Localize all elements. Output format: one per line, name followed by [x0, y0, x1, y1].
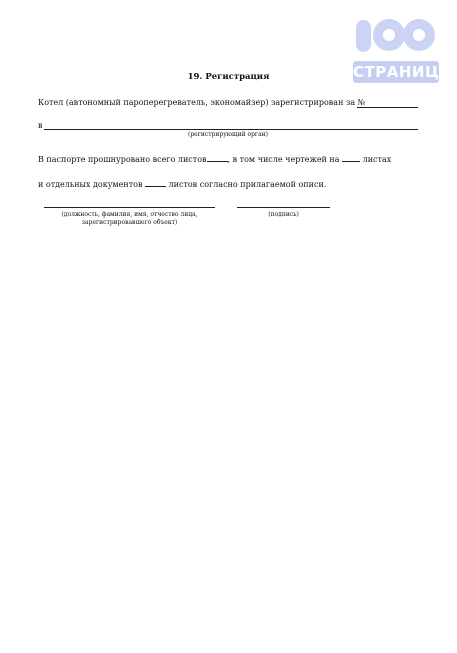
documents-count-blank: [145, 178, 166, 187]
documents-suffix-text: листов согласно прилагаемой описи.: [168, 180, 327, 189]
boiler-registration-line: [38, 98, 365, 108]
logo-digit-zero: [403, 19, 435, 51]
logo-digits: [353, 17, 439, 57]
total-sheets-blank: [207, 153, 228, 162]
position-caption: [44, 211, 215, 227]
documents-line: [38, 178, 326, 190]
sheets-word: листах: [362, 155, 392, 164]
authority-prefix: в: [38, 121, 43, 130]
authority-caption: (регистрирующий орган): [188, 131, 268, 138]
drawing-sheets-blank: [342, 153, 360, 162]
position-name-blank: [44, 207, 215, 208]
boiler-registration-text: Котел (автономный пароперегреватель, экономайзер) зарегистрирован за №: [38, 98, 366, 107]
passport-sheets-line: [38, 153, 391, 165]
section-title: 19. Регистрация: [187, 72, 270, 82]
signature-blank: [237, 207, 330, 208]
logo-digit-zero: [373, 19, 405, 51]
drawings-text: , в том числе чертежей на: [227, 155, 340, 164]
passport-sheets-text: В паспорте прошнуровано всего листов: [38, 155, 207, 164]
registration-authority-blank: [44, 129, 418, 130]
logo-digit-one: [356, 20, 371, 52]
registration-number-blank: [357, 107, 418, 108]
registration-authority-line: [38, 121, 43, 131]
position-caption-line1: (должность, фамилия, имя, отчество лица,: [61, 211, 198, 218]
logo-word: СТРАНИЦ: [353, 63, 440, 81]
documents-text: и отдельных документов: [38, 180, 143, 189]
position-caption-line2: зарегистрировавшего объект): [81, 219, 178, 226]
signature-caption: (подпись): [268, 211, 299, 218]
